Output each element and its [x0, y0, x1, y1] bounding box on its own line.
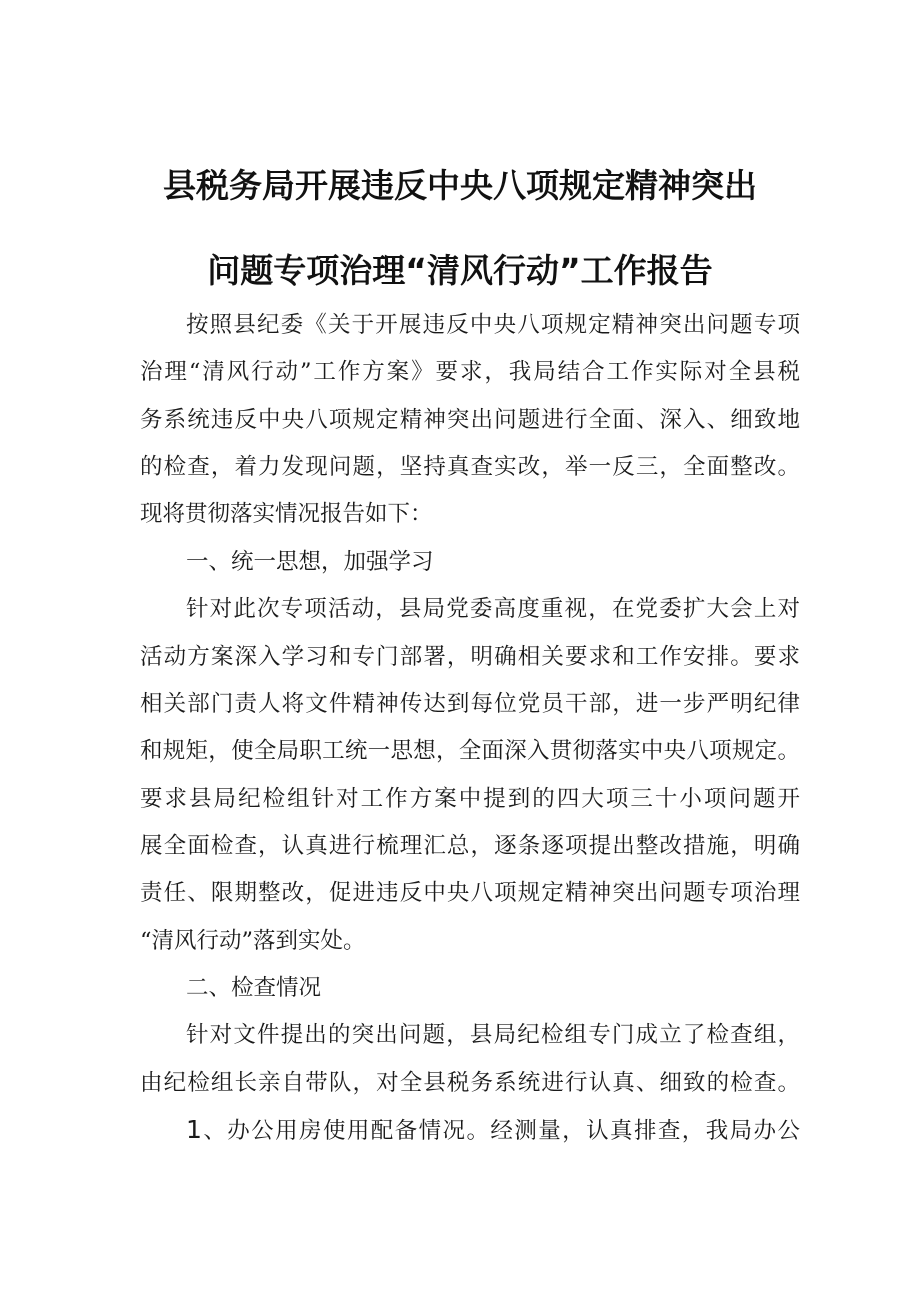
section-heading-1: 一、统一思想，加强学习 [186, 549, 434, 575]
document-title-line-2: 问题专项治理“清风行动”工作报告 [207, 251, 713, 290]
document-title-line-1: 县税务局开展违反中央八项规定精神突出 [163, 166, 757, 205]
paragraph-1-line-3: 务系统违反中央八项规定精神突出问题进行全面、深入、细致地 [140, 407, 800, 433]
list-item-1 [186, 1110, 800, 1150]
paragraph-2-line-2: 活动方案深入学习和专门部署，明确相关要求和工作安排。要求 [140, 644, 800, 670]
paragraph-2-line-5: 要求县局纪检组针对工作方案中提到的四大项三十小项问题开 [140, 786, 800, 812]
list-item-1-text: 、办公用房使用配备情况。经测量，认真排查，我局办公 [201, 1118, 800, 1144]
paragraph-1-line-5: 现将贯彻落实情况报告如下： [140, 501, 433, 527]
paragraph-2-line-7: 责任、限期整改，促进违反中央八项规定精神突出问题专项治理 [140, 880, 800, 906]
paragraph-1-line-1: 按照县纪委《关于开展违反中央八项规定精神突出问题专项 [186, 312, 800, 338]
paragraph-2-line-3: 相关部门责人将文件精神传达到每位党员干部，进一步严明纪律 [140, 691, 800, 717]
list-item-1-number: 1 [186, 1115, 202, 1144]
paragraph-1-line-4: 的检查，着力发现问题，坚持真查实改，举一反三，全面整改。 [140, 454, 800, 480]
paragraph-2-line-1: 针对此次专项活动，县局党委高度重视，在党委扩大会上对 [186, 596, 800, 622]
paragraph-2-line-8: “清风行动”落到实处。 [140, 928, 366, 954]
paragraph-1-line-2: 治理“清风行动”工作方案》要求，我局结合工作实际对全县税 [140, 359, 800, 385]
paragraph-3-line-1: 针对文件提出的突出问题，县局纪检组专门成立了检查组， [186, 1022, 800, 1048]
paragraph-2-line-4: 和规矩，使全局职工统一思想，全面深入贯彻落实中央八项规定。 [140, 738, 800, 764]
paragraph-3-line-2: 由纪检组长亲自带队，对全县税务系统进行认真、细致的检查。 [140, 1070, 800, 1096]
section-heading-2: 二、检查情况 [186, 975, 322, 1001]
paragraph-2-line-6: 展全面检查，认真进行梳理汇总，逐条逐项提出整改措施，明确 [140, 833, 800, 859]
